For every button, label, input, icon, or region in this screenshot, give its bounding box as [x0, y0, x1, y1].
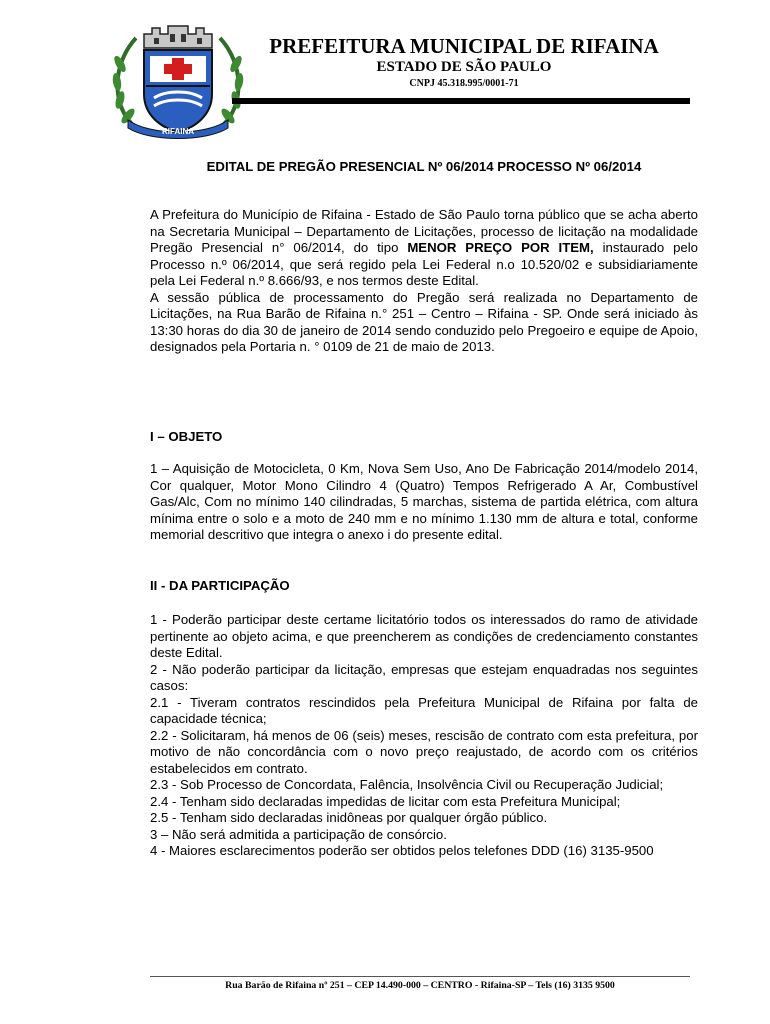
section-objeto-body [150, 461, 698, 544]
intro-p1-after: instaurado pelo Processo n.º 06/2014, que será regido pela Lei Federal n.o 10.520/02 e subsidiariamente pela Lei Federal n.º 8.666/93, e nos termos deste Edital. [150, 240, 698, 288]
footer-address: Rua Barão de Rifaina nº 251 – CEP 14.490-000 – CENTRO - Rifaina-SP – Tels (16) 3135 9500 [225, 980, 615, 991]
participacao-item: 2.1 - Tiveram contratos rescindidos pela Prefeitura Municipal de Rifaina por falta de capacidade técnica; [150, 694, 698, 726]
intro-p1-before: A Prefeitura do Município de Rifaina - Estado de São Paulo torna público que se acha aberto na Secretaria Municipal – Departamento de Licitações, processo de licitação na modalidade Pregão Presencial n° 06/2014, do tipo [150, 207, 698, 255]
crest-banner-text: RIFAINA [162, 127, 194, 136]
participacao-item: 2.2 - Solicitaram, há menos de 06 (seis) meses, rescisão de contrato com esta prefeitura, por motivo de não concordância com o novo preço reajustado, de acordo com os critérios estabelecidos em contrato. [150, 727, 698, 776]
participacao-item: 2.4 - Tenham sido declaradas impedidas de licitar com esta Prefeitura Municipal; [150, 793, 621, 809]
participacao-item: 2.5 - Tenham sido declaradas inidôneas por qualquer órgão público. [150, 810, 548, 825]
intro-paragraph-2: A sessão pública de processamento do Pregão será realizada no Departamento de Licitações, na Rua Barão de Rifaina n.° 251 – Centro – Rifaina - SP. Onde será iniciado às 13:30 horas do dia 30 de janeiro de 2014 sendo conduzido pelo Pregoeiro e equipe de Apoio, designados pela Portaria n. ° 0109 de 21 de maio de 2013. [150, 289, 698, 354]
objeto-item-1: 1 – Aquisição de Motocicleta, 0 Km, Nova Sem Uso, Ano De Fabricação 2014/modelo 2014, Cor qualquer, Motor Mono Cilindro 4 (Quatro) Tempos Refrigerado A Ar, Combustível Gas/Alc, Com no mínimo 140 cilindradas, 5 marchas, sistema de partida elétrica, com altura mínima entre o solo e a moto de 240 mm e no mínimo 1.130 mm de altura e total, conforme memorial descritivo que integra o anexo i do presente edital. [150, 461, 698, 542]
intro-section [150, 207, 698, 356]
participacao-item: 4 - Maiores esclarecimentos poderão ser obtidos pelos telefones DDD (16) 3135-9500 [150, 843, 654, 858]
participacao-item: 2.3 - Sob Processo de Concordata, Falência, Insolvência Civil ou Recuperação Judicial; [150, 777, 664, 792]
participacao-item: 1 - Poderão participar deste certame licitatório todos os interessados do ramo de atividade pertinente ao objeto acima, e que preencherem as condições de credenciamento constantes deste Edital. [150, 612, 698, 660]
participacao-item: 3 – Não será admitida a participação de consórcio. [150, 826, 447, 842]
header-divider [232, 98, 690, 104]
municipality-title: PREFEITURA MUNICIPAL DE RIFAINA [269, 34, 659, 58]
intro-paragraph-1 [150, 207, 698, 290]
cnpj-number: CNPJ 45.318.995/0001-71 [409, 78, 519, 89]
municipal-coat-of-arms-icon [110, 24, 246, 142]
section-participacao-body [150, 612, 698, 860]
footer-divider [150, 976, 690, 977]
document-title: EDITAL DE PREGÃO PRESENCIAL Nº 06/2014 PROCESSO Nº 06/2014 [206, 159, 642, 174]
section-heading-participacao: II - DA PARTICIPAÇÃO [150, 578, 290, 593]
intro-p1-bold: MENOR PREÇO POR ITEM, [407, 240, 594, 255]
participacao-item: 2 - Não poderão participar da licitação, empresas que estejam enquadradas nos seguintes casos: [150, 661, 698, 693]
section-heading-objeto: I – OBJETO [150, 429, 223, 444]
state-name: ESTADO DE SÃO PAULO [376, 59, 552, 75]
